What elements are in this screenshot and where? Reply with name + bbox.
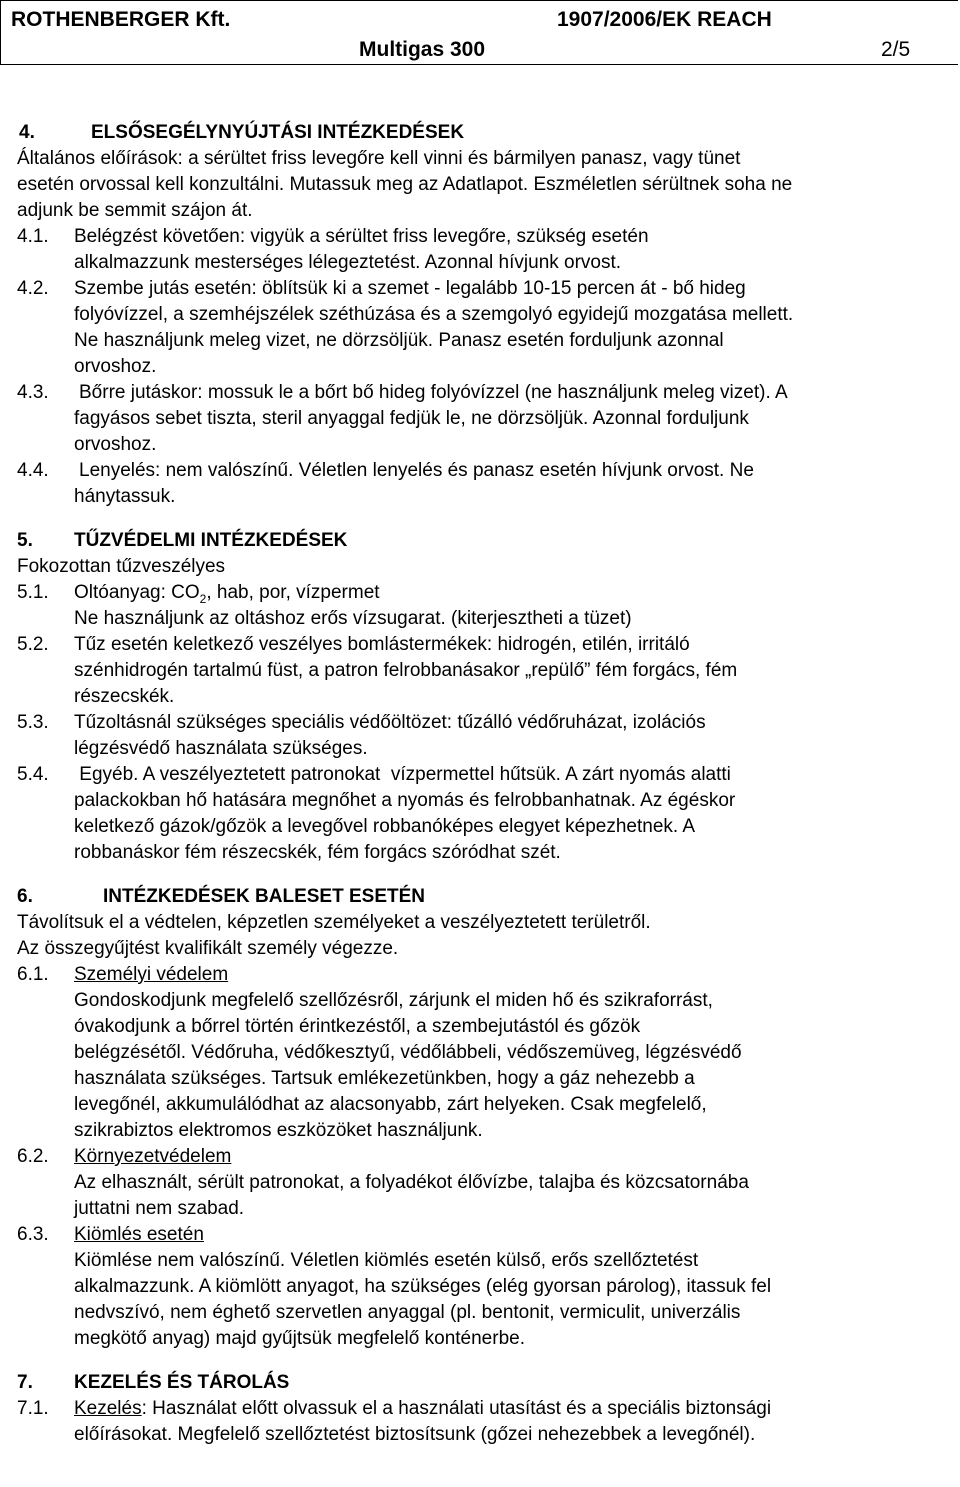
item-6-1-line: belégzésétől. Védőruha, védőkesztyű, védőlábbeli, védőszemüveg, légzésvédő — [74, 1042, 742, 1063]
item-5-4: 5.4. Egyéb. A veszélyeztetett patronokat vízpermettel hűtsük. A zárt nyomás alatti — [17, 764, 731, 785]
item-6-3-line: nedvszívó, nem éghető szervetlen anyaggal (pl. bentonit, vermiculit, univerzális — [74, 1302, 741, 1323]
item-4-1-line: alkalmazzunk mesterséges lélegeztetést. Azonnal hívjunk orvost. — [74, 252, 622, 273]
item-6-1-line: szikrabiztos elektromos eszközöket használjunk. — [74, 1120, 483, 1141]
section-6-intro-line: Az összegyűjtést kvalifikált személy végezze. — [17, 938, 399, 959]
item-5-4-line: robbanáskor fém részecskék, fém forgács szóródhat szét. — [74, 842, 561, 863]
document-header — [0, 0, 958, 65]
section-6-heading: 6. INTÉZKEDÉSEK BALESET ESETÉN — [17, 886, 425, 907]
item-6-1: 6.1. Személyi védelem — [17, 964, 229, 985]
item-4-2-line: orvoshoz. — [74, 356, 157, 377]
document-body — [17, 120, 942, 1448]
item-4-3: 4.3. Bőrre jutáskor: mossuk le a bőrt bő hideg folyóvízzel (ne használjunk meleg vizet). A — [17, 382, 788, 403]
section-4-intro-line: Általános előírások: a sérültet friss levegőre kell vinni és bármilyen panasz, vagy tünet — [17, 148, 741, 169]
item-4-4: 4.4. Lenyelés: nem valószínű. Véletlen lenyelés és panasz esetén hívjunk orvost. Ne — [17, 460, 754, 481]
section-5-intro: Fokozottan tűzveszélyes — [17, 556, 226, 577]
product-name: Multigas 300 — [359, 38, 486, 61]
item-6-1-line: használata szükséges. Tartsuk emlékezetünkben, hogy a gáz nehezebb a — [74, 1068, 695, 1089]
item-6-3: 6.3. Kiömlés esetén — [17, 1224, 204, 1245]
item-6-3-line: alkalmazzunk. A kiömlött anyagot, ha szükséges (elég gyorsan párolog), itassuk fel — [74, 1276, 772, 1297]
item-5-1-line: Ne használjunk az oltáshoz erős vízsugarat. (kiterjesztheti a tüzet) — [74, 608, 632, 629]
regulation-reference: 1907/2006/EK REACH — [557, 8, 772, 31]
company-name: ROTHENBERGER Kft. — [11, 8, 231, 31]
item-6-3-line: megkötő anyag) majd gyűjtsük megfelelő konténerbe. — [74, 1328, 525, 1349]
item-6-1-line: óvakodjunk a bőrrel történ érintkezéstől, a szembejutástól és gőzök — [74, 1016, 641, 1037]
item-4-2: 4.2. Szembe jutás esetén: öblítsük ki a szemet - legalább 10-15 percen át - bő hideg — [17, 278, 746, 299]
item-5-2-line: részecskék. — [74, 686, 175, 707]
item-4-2-line: Ne használjunk meleg vizet, ne dörzsöljük. Panasz esetén forduljunk azonnal — [74, 330, 724, 351]
item-6-2-line: juttatni nem szabad. — [74, 1198, 245, 1219]
section-6-intro-line: Távolítsuk el a védtelen, képzetlen személyeket a veszélyeztetett területről. — [17, 912, 651, 933]
section-5-heading: 5. TŰZVÉDELMI INTÉZKEDÉSEK — [17, 530, 348, 551]
item-5-1: 5.1. Oltóanyag: $CO_2$, hab, por, vízpermet — [17, 582, 380, 606]
section-4-intro-line: esetén orvossal kell konzultálni. Mutassuk meg az Adatlapot. Eszméletlen sérültnek soha ne — [17, 174, 793, 195]
item-4-1: 4.1. Belégzést követően: vigyük a sérültet friss levegőre, szükség esetén — [17, 226, 649, 247]
item-5-3-line: légzésvédő használata szükséges. — [74, 738, 368, 759]
item-6-3-line: Kiömlése nem valószínű. Véletlen kiömlés esetén külső, erős szellőztetést — [74, 1250, 699, 1271]
item-6-2: 6.2. Környezetvédelem — [17, 1146, 232, 1167]
section-7-heading: 7. KEZELÉS ÉS TÁROLÁS — [17, 1372, 290, 1393]
item-5-3: 5.3. Tűzoltásnál szükséges speciális védőöltözet: tűzálló védőruházat, izolációs — [17, 712, 706, 733]
item-4-3-line: fagyásos sebet tiszta, steril anyaggal fedjük le, ne dörzsöljük. Azonnal forduljunk — [74, 408, 749, 429]
item-5-4-line: palackokban hő hatására megnőhet a nyomás és felrobbanhatnak. Az égéskor — [74, 790, 736, 811]
item-6-2-line: Az elhasznált, sérült patronokat, a folyadékot élővízbe, talajba és közcsatornába — [74, 1172, 749, 1193]
item-5-2: 5.2. Tűz esetén keletkező veszélyes bomlástermékek: hidrogén, etilén, irritáló — [17, 634, 690, 655]
item-4-4-line: hánytassuk. — [74, 486, 176, 507]
item-7-1: 7.1. Kezelés: Használat előtt olvassuk el a használati utasítást és a speciális biztonsági — [17, 1398, 772, 1419]
item-6-1-line: levegőnél, akkumulálódhat az alacsonyabb, zárt helyeken. Csak megfelelő, — [74, 1094, 707, 1115]
item-6-1-line: Gondoskodjunk megfelelő szellőzésről, zárjunk el miden hő és szikraforrást, — [74, 990, 713, 1011]
item-5-2-line: szénhidrogén tartalmú füst, a patron felrobbanásakor „repülő” fém forgács, fém — [74, 660, 738, 681]
item-4-2-line: folyóvízzel, a szemhéjszélek széthúzása és a szemgolyó egyidejű mozgatása mellett. — [74, 304, 794, 325]
page-number: 2/5 — [881, 38, 911, 61]
item-4-3-line: orvoshoz. — [74, 434, 157, 455]
item-5-4-line: keletkező gázok/gőzök a levegővel robbanóképes elegyet képezhetnek. A — [74, 816, 696, 837]
section-4-heading: 4. ELSŐSEGÉLYNYÚJTÁSI INTÉZKEDÉSEK — [19, 122, 465, 143]
section-4-intro-line: adjunk be semmit szájon át. — [17, 200, 253, 221]
item-7-1-line: előírásokat. Megfelelő szellőztetést biztosítsunk (gőzei nehezebbek a levegőnél). — [74, 1424, 756, 1445]
